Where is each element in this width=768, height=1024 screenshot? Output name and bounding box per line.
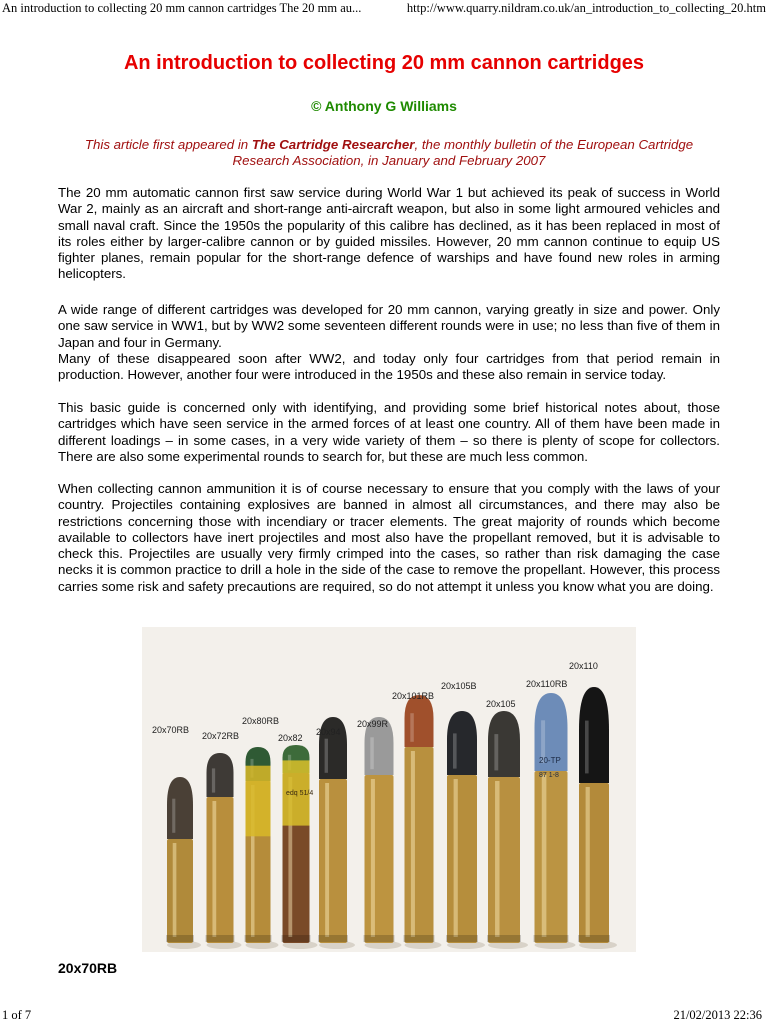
- article-title: An introduction to collecting 20 mm cannon cartridges: [123, 52, 645, 74]
- cartridge-rim: [282, 935, 311, 942]
- intro-suffix: , the monthly bulletin of the European Cartridge Research Association, in January and February 2007: [232, 137, 694, 168]
- cartridge-label: 20x110: [569, 661, 598, 671]
- cartridge-case: [488, 777, 520, 943]
- cartridge-case: [447, 775, 477, 943]
- cartridge-rim: [487, 935, 521, 942]
- print-datetime: 21/02/2013 22:36: [673, 1008, 762, 1022]
- intro-prefix: This article first appeared in: [84, 137, 252, 152]
- projectile-highlight: [494, 734, 498, 770]
- cartridge-projectile: [167, 777, 193, 839]
- paragraph-1: [58, 185, 720, 283]
- cartridge-case: [579, 783, 609, 943]
- projectile-highlight: [585, 721, 589, 774]
- intro-publication: The Cartridge Researcher: [251, 137, 415, 152]
- cartridge-label: 20x105: [486, 699, 516, 709]
- cartridge-rim: [534, 935, 569, 942]
- paragraph-text: When collecting cannon ammunition it is of course necessary to ensure that you comply with the laws of your country. Projectiles containing explosives are banned in almost all circumstances, and there may also be restrictions concerning those with incendiary or tracer elements. The great majority of rounds which become available to collectors have inert projectiles and most also have the propellant removed, but it is advisable to check this. Projectiles are usually very firmly crimped into the cases, so rather than risk damaging the case necks it is common practice to drill a hole in the side of the case to remove the propellant. However, this process carries some risk and safety precautions are required, so do not attempt it unless you know what you are doing.: [58, 481, 720, 594]
- cartridge-label: 20x80RB: [242, 716, 280, 726]
- print-header: [0, 0, 768, 16]
- cartridge-case: [319, 779, 347, 943]
- cartridge-rim: [404, 935, 435, 942]
- cartridge-projectile: [488, 711, 520, 777]
- cartridges-photo: [142, 627, 636, 952]
- cartridge-label: 20x110RB: [526, 679, 568, 689]
- cartridge-label: 20x94: [316, 727, 341, 737]
- cartridge-case: [167, 839, 193, 943]
- paragraph-text: A wide range of different cartridges was developed for 20 mm cannon, varying greatly in size and power. Only one saw service in WW1, but by WW2 some seventeen different rounds were in use; no less than five of them in Japan and four in Germany.: [58, 302, 720, 350]
- projectile-highlight: [212, 768, 215, 792]
- paragraph-text: This basic guide is concerned only with identifying, and providing some brief historical notes about, those cartridges which have seen service in the armed forces of at least one country. All of them have been made in different loadings – in some cases, in a very wide variety of them – so there is plenty of scope for collectors. There are also some experimental rounds to search for, but these are much less common.: [58, 400, 720, 464]
- projectile-highlight: [172, 799, 175, 833]
- projectile-highlight: [410, 713, 413, 742]
- paragraph-text: The 20 mm automatic cannon first saw service during World War 1 but achieved its peak of success in World War 2, mainly as an aircraft and short-range anti-aircraft weapon, but also in some light armoured vehicles and small naval craft. Since the 1950s the popularity of this calibre has declined, as it has been replaced in most of its roles either by larger-calibre cannon or by guided missiles. However, 20 mm cannon continue to equip US fighter planes, remain popular for the short-range defence of warships and have found new roles in arming helicopters.: [58, 185, 720, 282]
- print-header-url: http://www.quarry.nildram.co.uk/an_introduction_to_collecting_20.htm: [406, 1, 766, 15]
- cartridges-illustration: [142, 627, 636, 952]
- cartridge-rim: [166, 935, 194, 942]
- cartridge-projectile: [207, 753, 234, 797]
- projectile-highlight: [325, 739, 328, 773]
- cartridge-case: [365, 775, 394, 943]
- case-highlight: [454, 779, 458, 937]
- cartridge-rim: [206, 935, 235, 942]
- case-highlight: [542, 775, 547, 937]
- cartridge-label: 20x70RB: [152, 725, 190, 735]
- case-highlight: [212, 801, 216, 937]
- green-round-marking: edq 51/4: [286, 790, 314, 797]
- blue-round-marking: 20-TP: [539, 756, 561, 765]
- print-header-title: An introduction to collecting 20 mm cannon cartridges The 20 mm au...: [2, 1, 362, 15]
- paragraph-5: [58, 481, 720, 595]
- case-highlight: [495, 781, 499, 937]
- cartridge-rim: [364, 935, 395, 942]
- cartridge-case: [207, 797, 234, 943]
- case-highlight: [586, 787, 590, 937]
- cartridge-rim: [245, 935, 272, 942]
- case-highlight: [411, 751, 415, 937]
- case-highlight: [325, 783, 329, 937]
- case-highlight: [371, 779, 375, 937]
- cartridge-rim: [318, 935, 348, 942]
- article-intro: [60, 137, 718, 169]
- cartridge-case: [405, 747, 434, 943]
- cartridge-projectile: [579, 687, 609, 783]
- cartridge-label: 20x99R: [357, 719, 389, 729]
- cartridge-label: 20x82: [278, 733, 303, 743]
- painted-band: [246, 766, 271, 837]
- paragraph-4: [58, 400, 720, 465]
- print-footer: [0, 1008, 768, 1024]
- cartridge-label: 20x105B: [441, 681, 477, 691]
- cartridge-projectile: [405, 695, 434, 747]
- paragraph-2: [58, 302, 720, 383]
- cartridge-label: 20x101RB: [392, 691, 435, 701]
- cartridge-rim: [578, 935, 610, 942]
- projectile-highlight: [370, 737, 373, 769]
- blue-round-marking-2: 87 1-8: [539, 772, 559, 779]
- cartridge-label: 20x72RB: [202, 731, 240, 741]
- cartridge-rim: [446, 935, 478, 942]
- projectile-highlight: [453, 733, 457, 768]
- cartridge-case: [535, 771, 568, 943]
- page-number: 1 of 7: [2, 1008, 32, 1022]
- case-highlight: [173, 843, 177, 937]
- article-author: © Anthony G Williams: [311, 98, 457, 114]
- cartridge-projectile: [447, 711, 477, 775]
- section-caption: 20x70RB: [58, 960, 118, 976]
- paragraph-text: Many of these disappeared soon after WW2, and today only four cartridges from that period remain in production. However, another four were introduced in the 1950s and these also remain in service today.: [58, 350, 720, 383]
